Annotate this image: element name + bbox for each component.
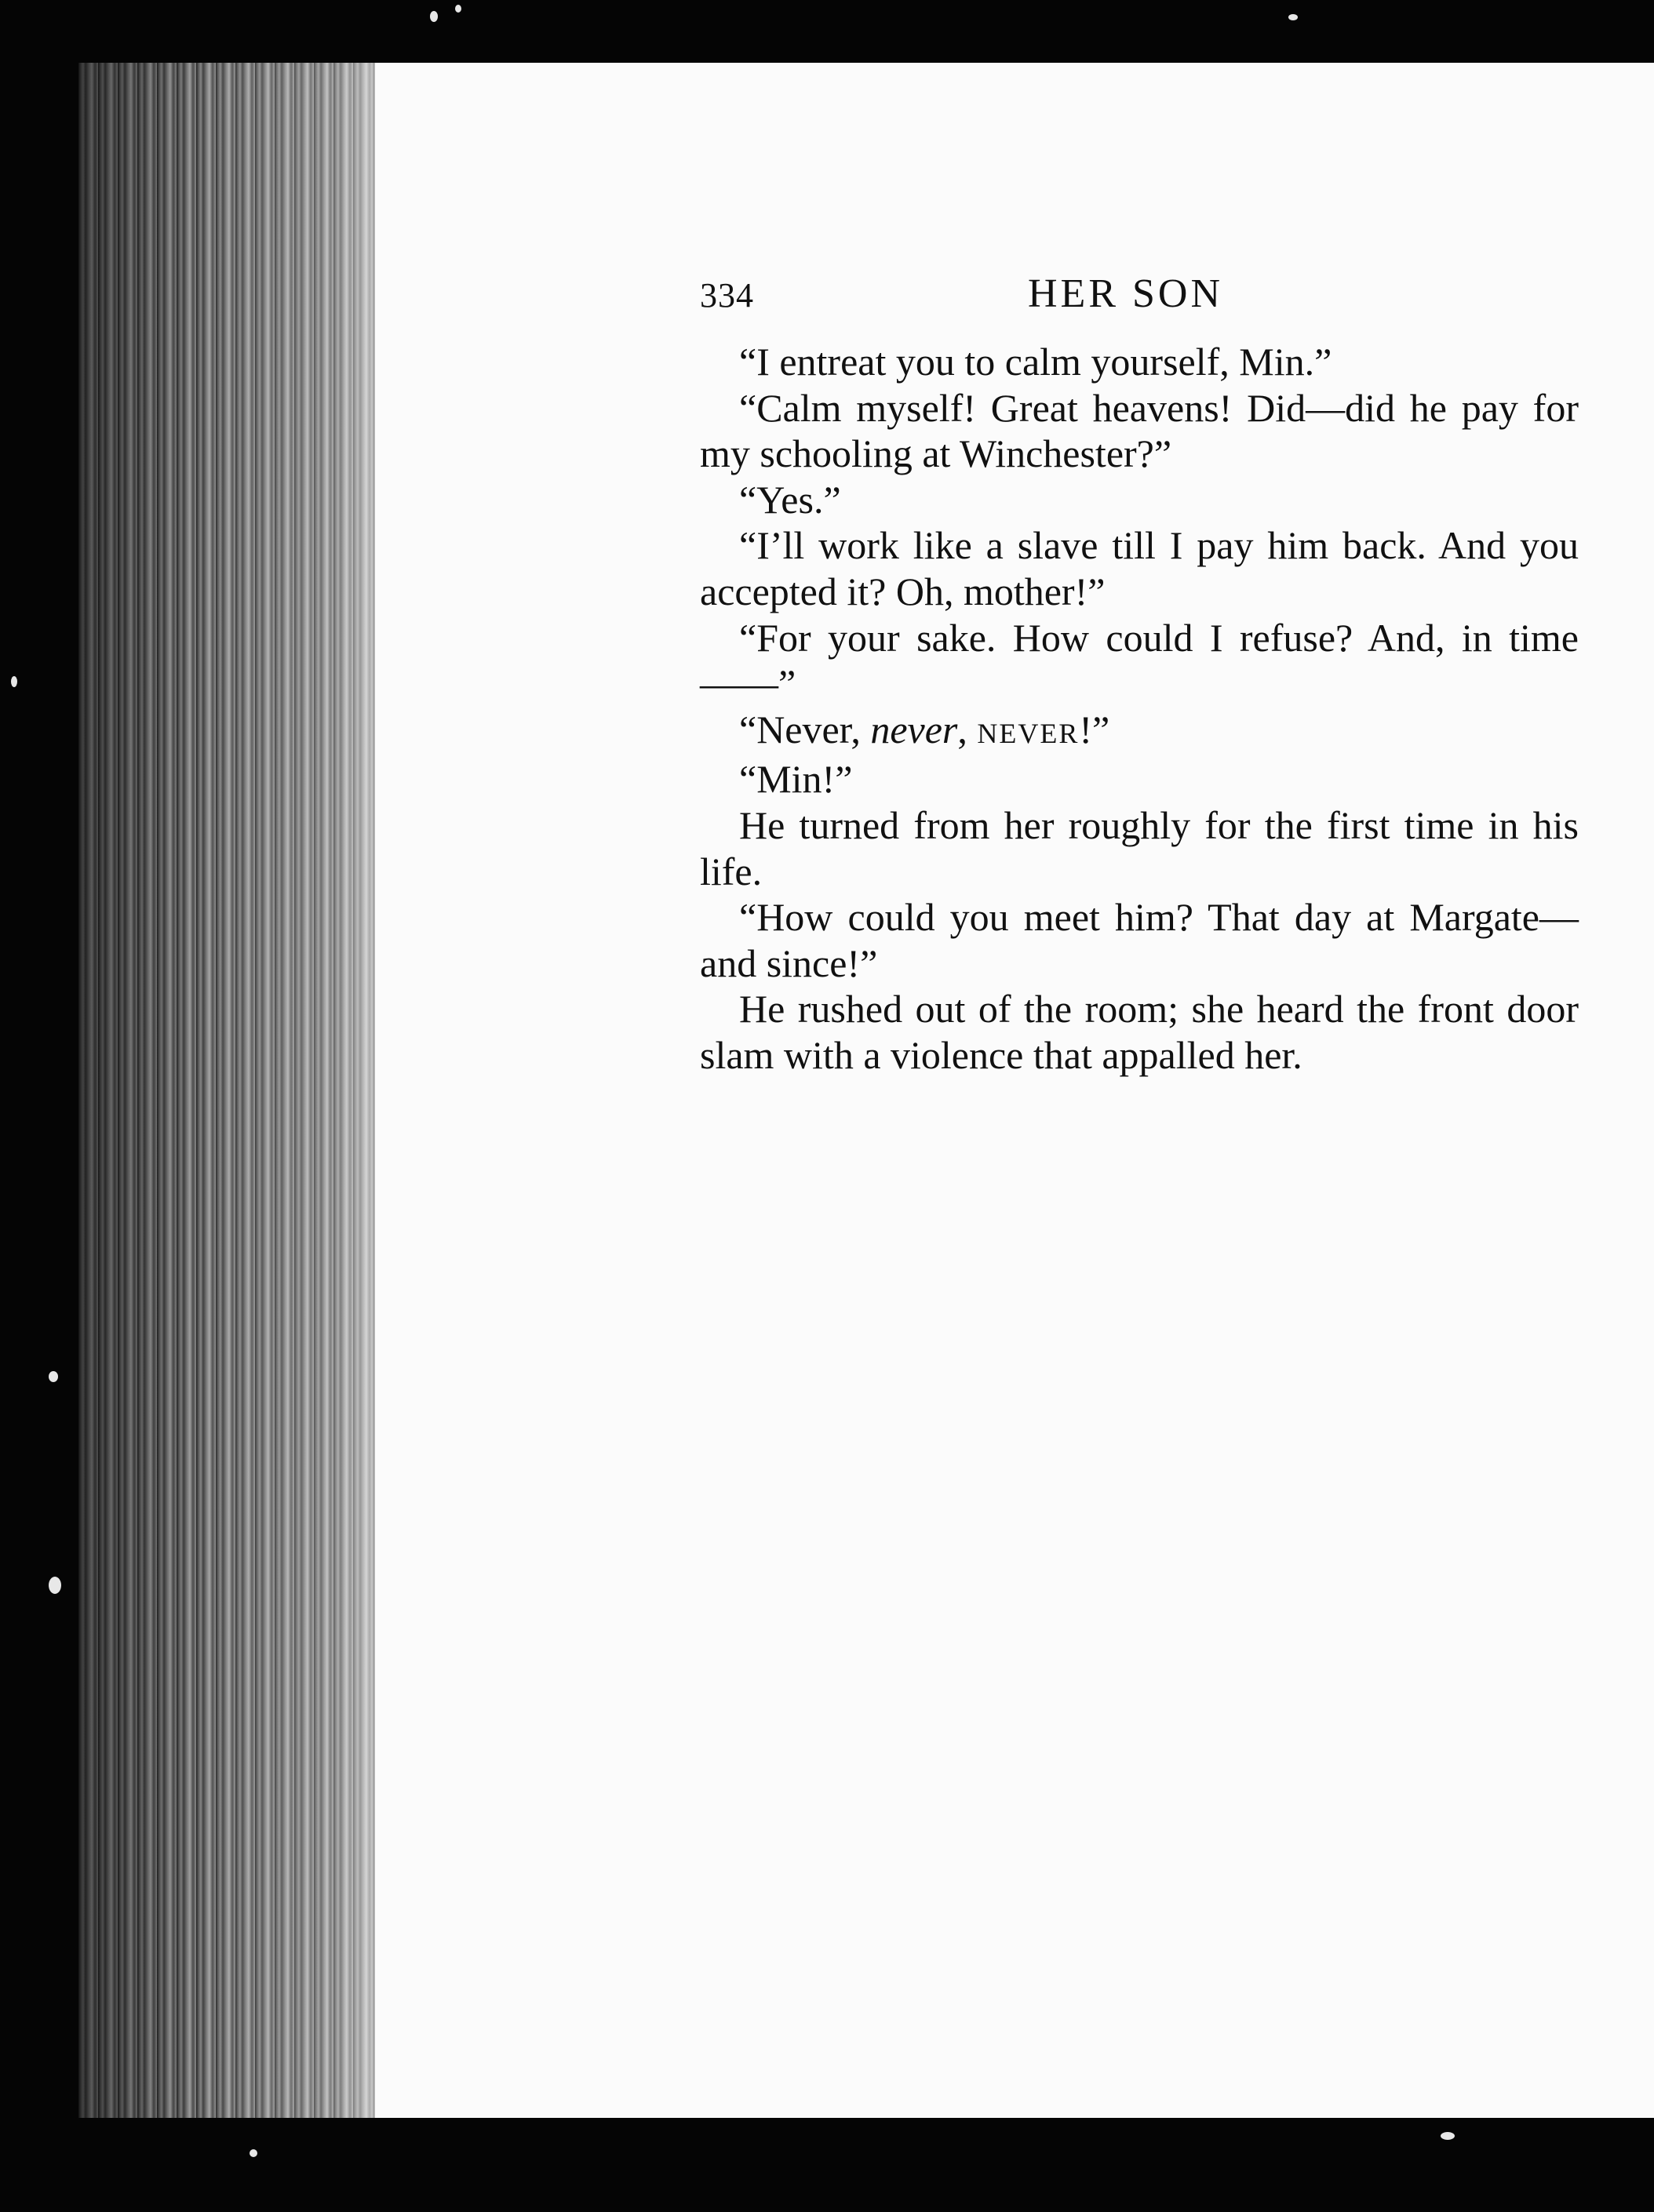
page-number: 334	[700, 276, 754, 315]
paragraph: “Min!”	[739, 757, 853, 802]
paragraph: “I entreat you to calm yourself, Min.”	[739, 340, 1332, 384]
paragraph-text: !”	[1079, 707, 1110, 751]
paragraph-text: ,	[957, 707, 978, 751]
paragraph-text: “Never,	[739, 707, 871, 751]
paragraph	[700, 707, 1579, 757]
body-text	[700, 339, 1579, 1079]
paragraph: “Calm myself! Great heavens! Did—did he pay for my schooling at Winchester?”	[700, 385, 1579, 476]
dust-speck	[430, 11, 438, 22]
running-title: HER SON	[1028, 271, 1224, 316]
small-caps-emphasis: NEVER	[977, 717, 1080, 749]
page-edges	[78, 63, 377, 2118]
dust-speck	[1441, 2132, 1455, 2140]
dust-speck	[455, 5, 461, 13]
dust-speck	[1288, 14, 1298, 20]
paragraph: “For your sake. How could I refuse? And, in time——”	[700, 615, 1579, 706]
italic-emphasis: never	[870, 707, 958, 751]
dust-speck	[11, 676, 17, 687]
dust-speck	[49, 1371, 58, 1382]
paragraph: “Yes.”	[739, 477, 841, 522]
paragraph: “I’ll work like a slave till I pay him back. And you accepted it? Oh, mother!”	[700, 523, 1579, 613]
running-head	[700, 271, 1579, 326]
paragraph: He turned from her roughly for the first time in his life.	[700, 802, 1579, 893]
dust-speck	[250, 2149, 257, 2157]
paragraph: He rushed out of the room; she heard the front door slam with a violence that appalled her.	[700, 987, 1579, 1077]
dust-speck	[49, 1577, 61, 1594]
paragraph: “How could you meet him? That day at Margate—and since!”	[700, 895, 1579, 985]
